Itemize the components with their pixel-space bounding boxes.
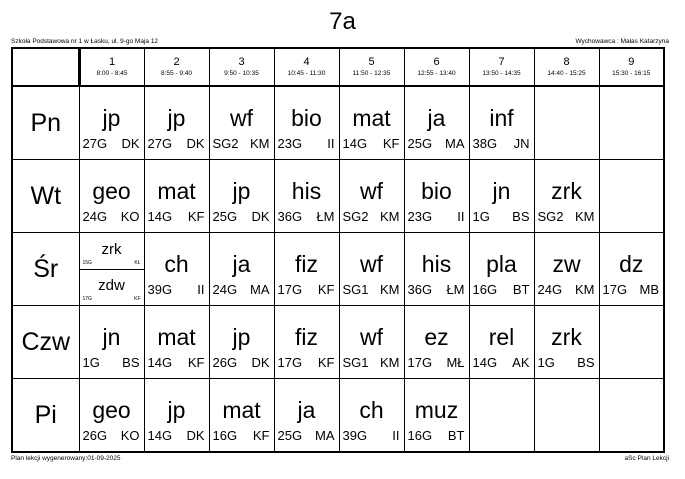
lesson-box [210,87,274,159]
period-number: 2 [173,56,180,68]
lesson-cell [79,86,144,160]
lesson-box [600,87,664,159]
corner-cell [12,48,79,86]
period-time: 9:50 - 10:35 [224,70,259,77]
lesson-teacher: MB [639,282,659,297]
lesson-cell [534,306,599,379]
lesson-box [600,233,664,305]
lesson-teacher: MA [445,136,465,151]
period-number: 3 [238,56,245,68]
lesson-cell [79,379,144,453]
lesson-subject: his [421,251,452,277]
lesson-room: 15G [82,260,92,266]
lesson-box [600,379,664,451]
lesson-room: 16G [472,282,498,297]
lesson-subject: zrk [101,241,122,258]
timetable [11,47,665,453]
day-row [12,160,664,233]
period-header [599,48,664,86]
lesson-room: 1G [537,355,555,370]
lesson-box [470,379,534,451]
period-header [339,48,404,86]
lesson-teacher: KF [187,355,205,370]
day-name: Wt [12,160,79,233]
lesson-box [275,233,339,305]
lesson-room: 23G [277,136,303,151]
lesson-box [535,379,599,451]
lesson-room: 26G [82,428,108,443]
lesson-subject: jn [102,324,121,350]
lesson-subject: ch [164,251,189,277]
lesson-teacher: KM [380,355,400,370]
lesson-box [405,379,469,451]
lesson-cell [339,233,404,306]
lesson-box [275,160,339,232]
lesson-subject: mat [222,397,261,423]
lesson-teacher: KM [380,282,400,297]
day-name: Pn [12,86,79,160]
lesson-teacher: KŁ [134,260,141,266]
lesson-cell [339,379,404,453]
lesson-subject: his [291,178,322,204]
lesson-room: SG2 [212,136,239,151]
lesson-teacher: DK [251,209,270,224]
lesson-room: SG1 [342,282,369,297]
lesson-box [600,306,664,378]
lesson-room: 27G [147,136,173,151]
day-name: Czw [12,306,79,379]
period-time: 15:30 - 16:15 [612,70,651,77]
lesson-cell [469,306,534,379]
lesson-subject: pla [486,251,517,277]
period-header [274,48,339,86]
period-number: 6 [433,56,440,68]
period-header [209,48,274,86]
lesson-subject: wf [360,251,383,277]
period-time: 13:50 - 14:35 [482,70,521,77]
lesson-box [470,306,534,378]
lesson-box [275,306,339,378]
lesson-subject: fiz [295,251,318,277]
lesson-box [340,87,404,159]
lesson-teacher: DK [121,136,140,151]
lesson-teacher: AK [512,355,530,370]
lesson-teacher: MA [315,428,335,443]
lesson-box [210,160,274,232]
lesson-cell [404,160,469,233]
lesson-box [405,233,469,305]
lesson-room: 1G [472,209,490,224]
lesson-box [340,306,404,378]
lesson-teacher: KF [187,209,205,224]
lesson-subject: ja [232,251,251,277]
lesson-box [340,160,404,232]
lesson-box [145,160,209,232]
lesson-room: 17G [602,282,628,297]
lesson-room: 24G [537,282,563,297]
period-header [469,48,534,86]
lesson-room: 27G [82,136,108,151]
lesson-room: SG2 [342,209,369,224]
lesson-box [80,306,144,378]
lesson-teacher: KF [134,296,141,302]
lesson-cell [144,306,209,379]
lesson-box [80,160,144,232]
lesson-box [210,379,274,451]
lesson-subject: jp [102,105,121,131]
lesson-room: 39G [342,428,368,443]
lesson-cell [534,233,599,306]
lesson-box [535,233,599,305]
lesson-box [340,379,404,451]
lesson-room: 36G [407,282,433,297]
lesson-box [340,233,404,305]
lesson-room: 14G [342,136,368,151]
lesson-subject: rel [488,324,515,350]
lesson-cell [339,160,404,233]
lesson-teacher: ŁM [316,209,335,224]
lesson-teacher: DK [186,136,205,151]
empty-cell [599,379,664,453]
lesson-subject: zrk [551,178,582,204]
homeroom-teacher: Wychowawca : Małas Katarzyna [575,38,669,45]
period-header-row [12,48,664,86]
lesson-cell [404,306,469,379]
day-name: Śr [12,233,79,306]
lesson-subject: bio [421,178,452,204]
lesson-box [80,379,144,451]
empty-cell [599,160,664,233]
lesson-box [535,87,599,159]
lesson-subject: inf [489,105,514,131]
lesson-cell [79,160,144,233]
lesson-cell [209,160,274,233]
lesson-subject: jp [167,105,186,131]
lesson-teacher: BS [512,209,530,224]
lesson-cell [274,233,339,306]
group-lesson [80,233,144,270]
lesson-box [405,87,469,159]
lesson-teacher: DK [186,428,205,443]
lesson-teacher: BT [447,428,465,443]
lesson-box [600,160,664,232]
lesson-cell [339,306,404,379]
lesson-box [145,233,209,305]
lesson-subject: jp [232,324,251,350]
lesson-cell [144,160,209,233]
lesson-subject: mat [352,105,391,131]
lesson-box [470,87,534,159]
lesson-teacher: JN [513,136,530,151]
lesson-subject: ez [424,324,449,350]
lesson-teacher: BS [577,355,595,370]
lesson-cell [534,160,599,233]
lesson-subject: bio [291,105,322,131]
lesson-teacher: KF [317,355,335,370]
lesson-room: 14G [147,428,173,443]
empty-cell [534,86,599,160]
lesson-room: 25G [407,136,433,151]
lesson-cell [274,86,339,160]
lesson-room: SG1 [342,355,369,370]
lesson-subject: wf [230,105,253,131]
lesson-room: 14G [147,355,173,370]
lesson-cell [79,306,144,379]
lesson-cell [274,306,339,379]
lesson-box [405,160,469,232]
day-row [12,379,664,453]
period-number: 8 [563,56,570,68]
lesson-cell [209,306,274,379]
lesson-room: SG2 [537,209,564,224]
lesson-teacher: II [197,282,205,297]
lesson-teacher: KF [252,428,270,443]
lesson-room: 36G [277,209,303,224]
lesson-room: 24G [82,209,108,224]
group-lesson [80,269,144,305]
lesson-box [405,306,469,378]
lesson-teacher: BT [512,282,530,297]
lesson-box [470,233,534,305]
lesson-room: 17G [82,296,92,302]
lesson-subject: ja [297,397,316,423]
lesson-subject: ch [359,397,384,423]
lesson-cell [79,233,144,306]
lesson-subject: mat [157,324,196,350]
lesson-teacher: BS [122,355,140,370]
period-header [144,48,209,86]
lesson-teacher: KO [120,209,140,224]
lesson-room: 17G [277,355,303,370]
lesson-box [210,306,274,378]
school-name: Szkoła Podstawowa nr 1 w Łasku, ul. 9-go Maja 12 [11,38,159,45]
lesson-teacher: II [327,136,335,151]
lesson-cell [469,233,534,306]
lesson-room: 17G [277,282,303,297]
lesson-cell [209,86,274,160]
day-row [12,86,664,160]
lesson-room: 39G [147,282,173,297]
empty-cell [469,379,534,453]
period-number: 1 [108,56,116,68]
lesson-subject: mat [157,178,196,204]
lesson-box [210,233,274,305]
period-header [404,48,469,86]
lesson-subject: muz [414,397,459,423]
lesson-subject: zw [552,251,581,277]
lesson-subject: zdw [98,277,125,294]
lesson-teacher: KM [380,209,400,224]
lesson-room: 24G [212,282,238,297]
lesson-subject: dz [619,251,644,277]
day-name: Pi [12,379,79,453]
lesson-cell [469,86,534,160]
lesson-teacher: ŁM [446,282,465,297]
lesson-box [275,379,339,451]
lesson-teacher: KM [575,209,595,224]
period-time: 11:50 - 12:35 [352,70,391,77]
empty-cell [599,86,664,160]
empty-cell [599,306,664,379]
lesson-box [275,87,339,159]
lesson-cell [209,233,274,306]
day-row [12,233,664,306]
lesson-room: 25G [212,209,238,224]
lesson-room: 26G [212,355,238,370]
lesson-cell [404,233,469,306]
period-time: 10:45 - 11:30 [287,70,326,77]
lesson-cell [144,233,209,306]
lesson-teacher: MA [250,282,270,297]
lesson-box [145,87,209,159]
lesson-box [145,306,209,378]
period-number: 4 [303,56,310,68]
lesson-subject: geo [92,397,131,423]
lesson-teacher: KO [120,428,140,443]
lesson-cell [469,160,534,233]
lesson-cell [144,86,209,160]
generated-date: Plan lekcji wygenerowany:01-09-2025 [11,455,121,462]
period-number: 9 [628,56,635,68]
lesson-cell [209,379,274,453]
lesson-cell [274,379,339,453]
lesson-room: 14G [147,209,173,224]
period-number: 5 [368,56,375,68]
lesson-cell [339,86,404,160]
lesson-teacher: KM [250,136,270,151]
lesson-room: 14G [472,355,498,370]
lesson-teacher: MŁ [446,355,465,370]
software-name: aSc Plan Lekcji [624,455,669,462]
lesson-subject: zrk [551,324,582,350]
lesson-teacher: KF [317,282,335,297]
lesson-subject: geo [92,178,131,204]
lesson-teacher: II [457,209,465,224]
period-header [534,48,599,86]
lesson-room: 1G [82,355,100,370]
lesson-box [535,160,599,232]
lesson-teacher: DK [251,355,270,370]
lesson-subject: fiz [295,324,318,350]
class-title: 7a [329,8,356,35]
lesson-subject: wf [360,178,383,204]
lesson-cell [404,379,469,453]
lesson-room: 16G [407,428,433,443]
lesson-box [80,87,144,159]
lesson-teacher: KM [575,282,595,297]
lesson-room: 38G [472,136,498,151]
lesson-box [535,306,599,378]
day-row [12,306,664,379]
period-number: 7 [498,56,505,68]
lesson-box [80,233,144,305]
lesson-room: 25G [277,428,303,443]
lesson-cell [599,233,664,306]
lesson-box [470,160,534,232]
lesson-teacher: KF [382,136,400,151]
lesson-subject: jn [492,178,511,204]
lesson-box [145,379,209,451]
period-time: 12:55 - 13:40 [417,70,456,77]
lesson-cell [144,379,209,453]
empty-cell [534,379,599,453]
lesson-cell [404,86,469,160]
lesson-room: 16G [212,428,238,443]
period-header [79,48,144,86]
period-time: 8:00 - 8:45 [96,70,128,77]
lesson-subject: wf [360,324,383,350]
lesson-subject: jp [167,397,186,423]
lesson-room: 17G [407,355,433,370]
lesson-teacher: II [392,428,400,443]
lesson-cell [274,160,339,233]
lesson-subject: jp [232,178,251,204]
lesson-room: 23G [407,209,433,224]
period-time: 8:55 - 9:40 [160,70,193,77]
lesson-subject: ja [427,105,446,131]
period-time: 14:40 - 15:25 [547,70,586,77]
